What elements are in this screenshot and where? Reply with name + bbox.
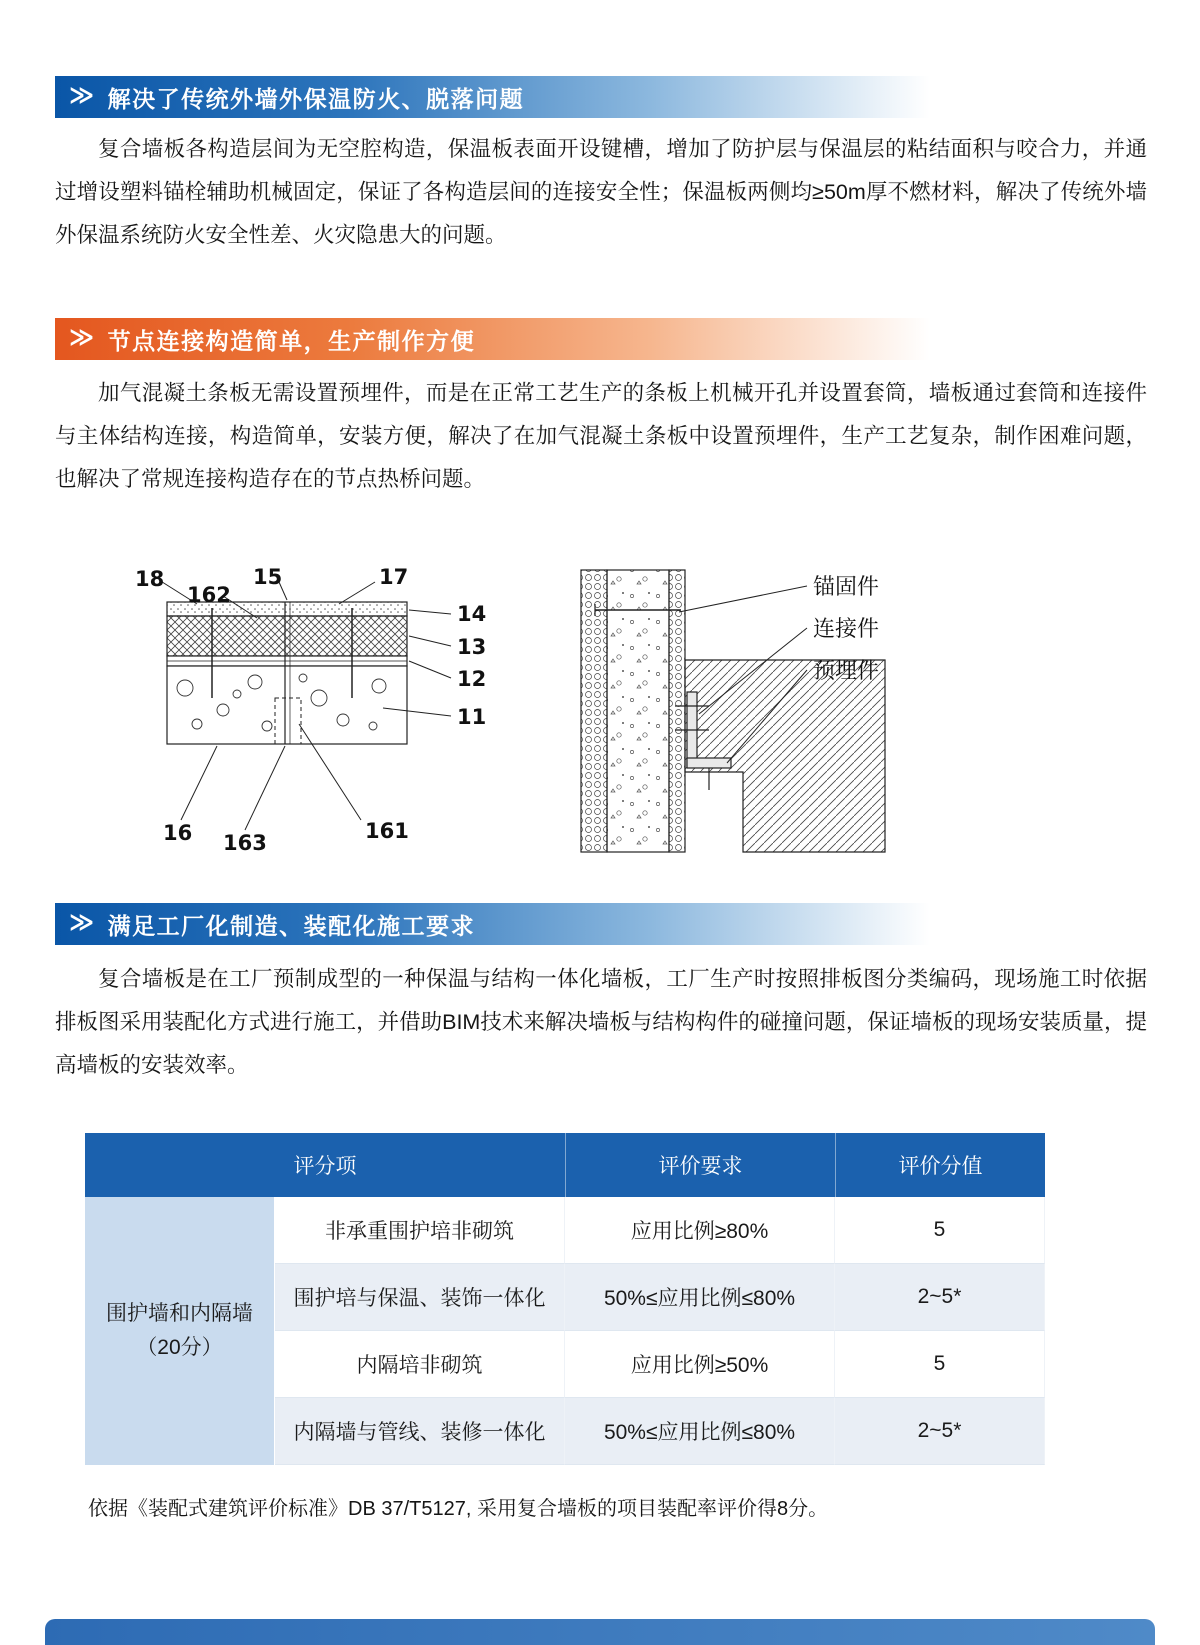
section-body-fireproof: 复合墙板各构造层间为无空腔构造，保温板表面开设键槽，增加了防护层与保温层的粘结面积与咬合力，并通过增设塑料锚栓辅助机械固定，保证了各构造层间的连接安全性；保温板两侧均≥50m厚不燃材料，解决了传统外墙外保温系统防火安全性差、火灾隐患大的问题。 <box>55 137 1147 247</box>
section-body-node-connection: 加气混凝土条板无需设置预埋件，而是在正常工艺生产的条板上机械开孔并设置套筒，墙板通过套筒和连接件与主体结构连接，构造简单，安装方便，解决了在加气混凝土条板中设置预埋件，生产工艺复杂，制作困难问题，也解决了常规连接构造存在的节点热桥问题。 <box>55 381 1147 491</box>
bottom-decorative-bar <box>45 1619 1155 1645</box>
part-label-162: 162 <box>187 583 231 607</box>
header-score-value: 评价分值 <box>835 1133 1045 1197</box>
table-cell-score: 2~5* <box>835 1264 1045 1331</box>
label-connector: 连接件 <box>813 616 880 641</box>
table-cell-score: 2~5* <box>835 1398 1045 1465</box>
embedded-plate <box>687 758 731 768</box>
diagram-row <box>55 558 1145 858</box>
table-footnote: 依据《装配式建筑评价标准》DB 37/T5127, 采用复合墙板的项目装配率评价得8分。 <box>88 1498 829 1520</box>
table-cell-req: 50%≤应用比例≤80% <box>565 1398 835 1465</box>
table-header-row <box>85 1133 1045 1197</box>
table-cell-score: 5 <box>835 1197 1045 1264</box>
header-score-item: 评分项 <box>293 1155 357 1178</box>
part-label-16: 16 <box>163 821 193 845</box>
header-requirement: 评价要求 <box>565 1133 835 1197</box>
label-anchor: 锚固件 <box>813 574 880 599</box>
node-structure <box>581 570 885 852</box>
section-title: 节点连接构造简单，生产制作方便 <box>107 327 476 354</box>
chevron-icon: ≫ <box>69 909 96 936</box>
insulation-strip <box>581 570 607 852</box>
aac-panel <box>607 570 669 852</box>
insulation-strip <box>669 570 685 852</box>
table-cell-item: 内隔培非砌筑 <box>275 1331 565 1398</box>
table-body <box>85 1197 1045 1465</box>
section-body-prefabrication: 复合墙板是在工厂预制成型的一种保温与结构一体化墙板，工厂生产时按照排板图分类编码，现场施工时依据排板图采用装配化方式进行施工，并借助BIM技术来解决墙板与结构构件的碰撞问题，保证墙板的现场安装质量，提高墙板的安装效率。 <box>55 967 1147 1077</box>
table-cell-req: 50%≤应用比例≤80% <box>565 1264 835 1331</box>
score-table <box>85 1133 1045 1465</box>
section-title: 满足工厂化制造、装配化施工要求 <box>107 912 476 939</box>
part-label-161: 161 <box>365 819 409 843</box>
table-cell-req: 应用比例≥80% <box>565 1197 835 1264</box>
chevron-icon: ≫ <box>69 82 96 109</box>
group-label-line2: （20分） <box>136 1336 223 1359</box>
connection-node-diagram <box>575 564 905 859</box>
part-label-18: 18 <box>135 567 165 591</box>
section-banner-node-connection <box>55 318 930 360</box>
wall-section-diagram <box>127 558 507 858</box>
section-title: 解决了传统外墙外保温防火、脱落问题 <box>107 85 525 112</box>
part-label-163: 163 <box>223 831 267 855</box>
table-cell-item: 围护培与保温、装饰一体化 <box>275 1264 565 1331</box>
part-label-14: 14 <box>457 602 487 626</box>
part-label-17: 17 <box>379 565 409 589</box>
group-cell-enclosure-walls <box>85 1197 275 1465</box>
concrete-structure <box>685 660 885 852</box>
table-cell-req: 应用比例≥50% <box>565 1331 835 1398</box>
part-label-11: 11 <box>457 705 487 729</box>
section-banner-prefabrication <box>55 903 930 945</box>
chevron-icon: ≫ <box>69 324 96 351</box>
connector-plate <box>687 692 697 766</box>
part-label-15: 15 <box>253 565 283 589</box>
table-cell-item: 内隔墙与管线、装修一体化 <box>275 1398 565 1465</box>
table-cell-score: 5 <box>835 1331 1045 1398</box>
label-embedded: 预埋件 <box>813 658 880 683</box>
table-cell-item: 非承重围护培非砌筑 <box>275 1197 565 1264</box>
part-label-13: 13 <box>457 635 487 659</box>
part-label-12: 12 <box>457 667 487 691</box>
section-banner-fireproof <box>55 76 930 118</box>
group-label-line1: 围护墙和内隔墙 <box>106 1302 253 1325</box>
